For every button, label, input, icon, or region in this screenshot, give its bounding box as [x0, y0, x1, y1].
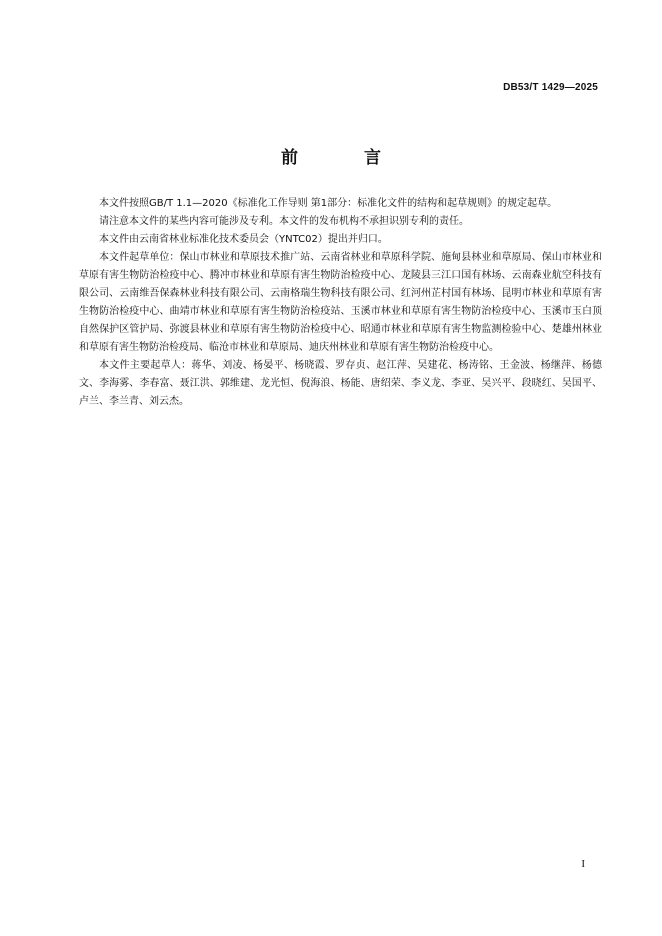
paragraph-patent-notice: 请注意本文件的某些内容可能涉及专利。本文件的发布机构不承担识别专利的责任。: [99, 216, 469, 227]
document-code: DB53/T 1429—2025: [503, 82, 598, 93]
page-title: 前 言: [281, 148, 411, 168]
paragraph-drafting-units: 本文件起草单位：保山市林业和草原技术推广站、云南省林业和草原科学院、施甸县林业和草原局、保山市林业和草原有害生物防治检疫中心、腾冲市林业和草原有害生物防治检疫中心、龙陵县三江口国有林场、云南森业航空科技有限公司、云南维吾保森林业科技有限公司、云南格瑞生物科技有限公司、红河州芷村国有林场、昆明市林业和草原有害生物防治检疫中心、曲靖市林业和草原有害生物防治检疫站、玉溪市林业和草原有害生物防治检疫中心、玉溪市玉白顶自然保护区管护局、弥渡县林业和草原有害生物防治检疫中心、昭通市林业和草原有害生物监测检验中心、楚雄州林业和草原有害生物防治检疫局、临沧市林业和草原局、迪庆州林业和草原有害生物防治检疫中心。: [79, 252, 602, 353]
page-number: I: [581, 858, 585, 870]
foreword-body: [79, 195, 602, 411]
paragraph-drafting-rules: 本文件按照GB/T 1.1—2020《标准化工作导则 第1部分：标准化文件的结构和起草规则》的规定起草。: [99, 198, 558, 209]
paragraph-proposer: 本文件由云南省林业标准化技术委员会（YNTC02）提出并归口。: [99, 234, 388, 245]
paragraph-drafters: 本文件主要起草人：蒋华、刘凌、杨晏平、杨晓霞、罗存贞、赵江萍、吴建花、杨涛铭、王金波、杨继萍、杨德文、李海雾、李春富、聂江洪、郭维建、龙光恒、倪海浪、杨能、唐绍荣、李义龙、李亚、吴兴平、段晓红、吴国平、卢兰、李兰青、刘云杰。: [79, 360, 602, 407]
